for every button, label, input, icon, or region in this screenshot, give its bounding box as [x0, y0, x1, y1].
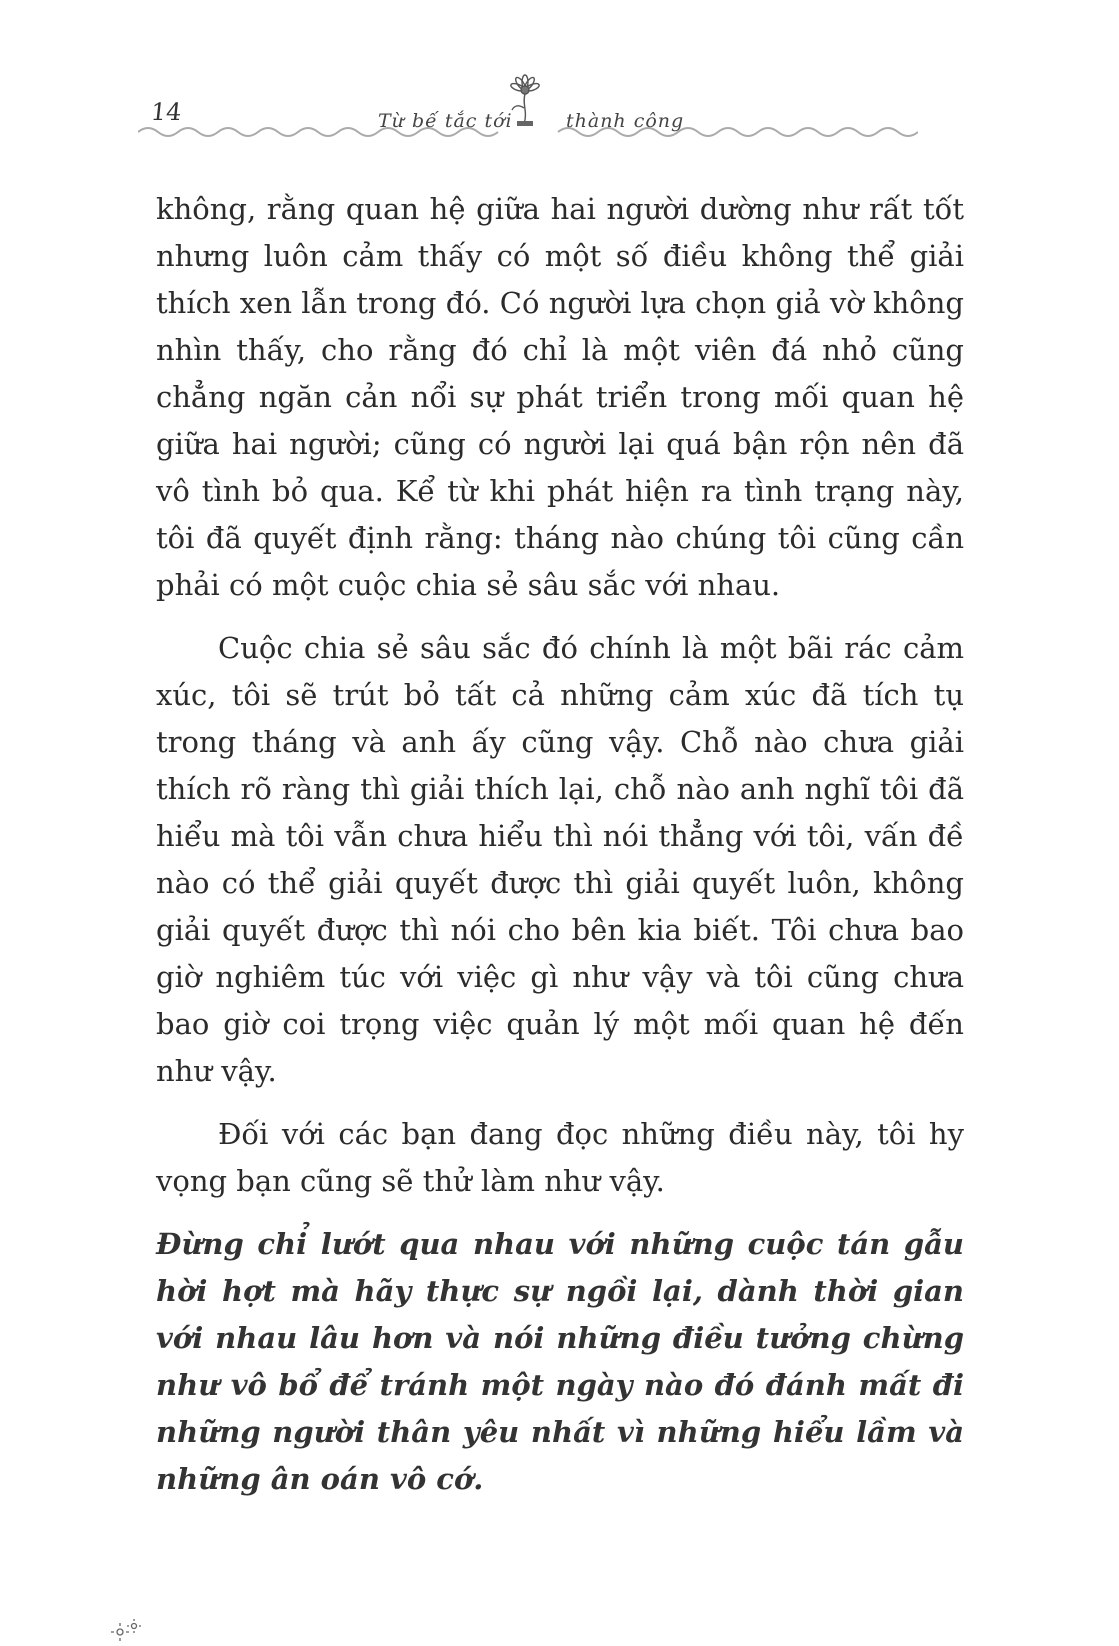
page-header — [0, 0, 1119, 150]
paragraph-3: Đối với các bạn đang đọc những điều này, tôi hy vọng bạn cũng sẽ thử làm như vậy. — [156, 1117, 964, 1198]
running-title-left: Từ bế tắc tới — [378, 110, 513, 132]
body-text — [156, 186, 964, 1519]
paragraph-1: không, rằng quan hệ giữa hai người dường như rất tốt nhưng luôn cảm thấy có một số điều không thể giải thích xen lẫn trong đó. Có người lựa chọn giả vờ không nhìn thấy, cho rằng đó chỉ là một viên đá nhỏ cũng chẳng ngăn cản nổi sự phát triển trong mối quan hệ giữa hai người; cũng có người lại quá bận rộn nên đã vô tình bỏ qua. Kể từ khi phát hiện ra tình trạng này, tôi đã quyết định rằng: tháng nào chúng tôi cũng cần phải có một cuộc chia sẻ sâu sắc với nhau. — [156, 192, 964, 602]
small-flower-icon — [110, 1618, 144, 1646]
running-title-right: thành công — [566, 110, 685, 132]
wave-divider-icon — [138, 124, 918, 140]
highlighted-quote: Đừng chỉ lướt qua nhau với những cuộc tán gẫu hời hợt mà hãy thực sự ngồi lại, dành thời gian với nhau lâu hơn và nói những điều tưởng chừng như vô bổ để tránh một ngày nào đó đánh mất đi những người thân yêu nhất vì những hiểu lầm và những ân oán vô cớ. — [156, 1227, 964, 1496]
page-number: 14 — [149, 98, 184, 126]
paragraph-2: Cuộc chia sẻ sâu sắc đó chính là một bãi rác cảm xúc, tôi sẽ trút bỏ tất cả những cảm xúc đã tích tụ trong tháng và anh ấy cũng vậy. Chỗ nào chưa giải thích rõ ràng thì giải thích lại, chỗ nào anh nghĩ tôi đã hiểu mà tôi vẫn chưa hiểu thì nói thẳng với tôi, vấn đề nào có thể giải quyết được thì giải quyết luôn, không giải quyết được thì nói cho bên kia biết. Tôi chưa bao giờ nghiêm túc với việc gì như vậy và tôi cũng chưa bao giờ coi trọng việc quản lý một mối quan hệ đến như vậy. — [156, 631, 964, 1088]
